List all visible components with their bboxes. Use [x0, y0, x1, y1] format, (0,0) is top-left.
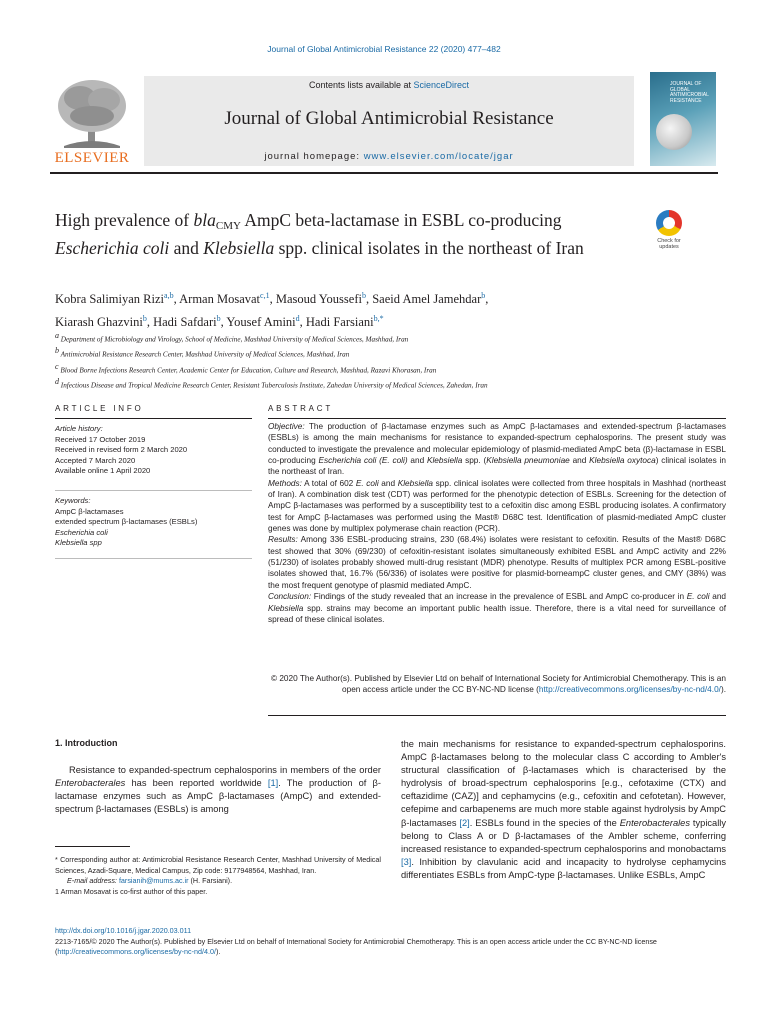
- reference-link[interactable]: [2]: [459, 817, 470, 828]
- issn-line: 2213-7165/© 2020 The Author(s). Published by Elsevier Ltd on behalf of International Society for Antimicrobial Chemotherapy. This is an open access article under the CC BY-NC-ND license (http://creativecommons.org/licenses/by-nc-nd/4.0/).: [55, 936, 657, 957]
- keyword: AmpC β-lactamases: [55, 506, 124, 516]
- footnotes: [55, 855, 381, 897]
- article-title: High prevalence of blaCMY AmpC beta-lactamase in ESBL co-producing Escherichia coli and Klebsiella spp. clinical isolates in the northeast of Iran: [55, 210, 584, 258]
- author[interactable]: Hadi Safdari$^b$: [153, 314, 221, 330]
- history-item: Available online 1 April 2020: [55, 466, 151, 475]
- divider: [55, 418, 252, 419]
- check-for-updates-label: Check for updates: [657, 238, 681, 250]
- article-history: Article history: Received 17 October 2019 Received in revised form 2 March 2020 Accepted 7 March 2020 Available online 1 April 2020: [55, 424, 255, 477]
- author[interactable]: Kobra Salimiyan Rizi$^{a,b}$: [55, 291, 174, 307]
- reference-link[interactable]: [1]: [267, 778, 279, 789]
- author[interactable]: Saeid Amel Jamehdar$^b$: [372, 291, 486, 307]
- divider: [55, 490, 252, 491]
- journal-cover-image: [650, 72, 716, 166]
- corresponding-author-note: * Corresponding author at: Antimicrobial Resistance Research Center, Mashhad University of Medical Sciences, Azadi-Square, Medical Campus, Zip code: 9177948564, Mashhad, Iran.: [55, 855, 381, 875]
- author[interactable]: Masoud Youssefi$^b$: [275, 291, 366, 307]
- license-link[interactable]: http://creativecommons.org/licenses/by-nc-nd/4.0/: [538, 685, 721, 695]
- elsevier-logo: [50, 76, 134, 164]
- abstract-text: [268, 421, 726, 625]
- divider: [268, 715, 726, 716]
- author-list: Kobra Salimiyan Rizi$^{a,b}$, Arman Mosavat$^{c,1}$, Masoud Youssefi$^b$, Saeid Amel Jamehdar$^b$, Kiarash Ghazvini$^b$, Hadi Safdari$^b$, Yousef Amini$^d$, Hadi Farsiani$^{b,*}$: [55, 291, 489, 330]
- abstract-conclusion: Conclusion: Findings of the study revealed that an increase in the prevalence of ESBL and AmpC co-producer in E. coli and Klebsiella spp. strains may become an important public health issue. Therefore, there is a vital need for surveillance of spread of these clinical isolates.: [268, 592, 726, 624]
- affiliation: $^c$ Blood Borne Infections Research Center, Academic Center for Education, Culture and Research, Mashhad, Razavi Khorasan, Iran: [55, 361, 437, 375]
- footnote-divider: [55, 846, 130, 847]
- keyword: Escherichia coli: [55, 527, 108, 537]
- email-note: E-mail address: farsianih@mums.ac.ir (H. Farsiani).: [67, 876, 233, 886]
- divider: [268, 418, 726, 419]
- abstract-heading: ABSTRACT: [268, 404, 334, 413]
- header-divider: [50, 172, 718, 174]
- affiliation: $^b$ Antimicrobial Resistance Research Center, Mashhad University of Medical Sciences, Mashhad, Iran: [55, 346, 350, 359]
- intro-paragraph-continued: the main mechanisms for resistance to expanded-spectrum cephalosporins. AmpC β-lactamases belong to the molecular class C according to Ambler's structural classification of β-lactamases which is characterised by the hydrolysis of broad-spectrum cephalosporins [e.g., cefotaxime (CTX) and ceftazidime (CAZ)] and cephamycins (e.g., cefoxitin and cefotetan). However, cefepime and carbapenems are much more stable against hydrolysis by AmpC β-lactamases [2]. ESBLs found in the species of the Enterobacterales typically belong to Class A or D β-lactamases of the Ambler scheme, conferring increased resistance to expanded-spectrum cephalosporins and monobactams [3]. Inhibition by clavulanic acid and incapacity to hydrolyse cephamycins differentiates ESBLs from AmpC-type β-lactamases. Unlike ESBLs, AmpC: [401, 739, 727, 880]
- first-author-note: 1 Arman Mosavat is co-first author of this paper.: [55, 886, 208, 896]
- keyword: Klebsiella spp: [55, 538, 102, 547]
- article-info-heading: ARTICLE INFO: [55, 404, 144, 413]
- history-item: Received in revised form 2 March 2020: [55, 445, 188, 454]
- cover-title: JOURNAL OF GLOBAL ANTIMICROBIAL RESISTANCE: [670, 81, 709, 104]
- keywords: Keywords: AmpC β-lactamases extended spectrum β-lactamases (ESBLs) Escherichia coli Klebsiella spp: [55, 496, 255, 549]
- doi-link[interactable]: http://dx.doi.org/10.1016/j.jgar.2020.03.011: [55, 926, 192, 935]
- abstract-objective: Objective: The production of β-lactamase enzymes such as AmpC β-lactamases and extended-spectrum β-lactamases (ESBLs) is among the main mechanisms for resistance to expanded-spectrum cephalosporins. The present study was conducted to investigate the prevalence and molecular epidemiology of plasmid-mediated AmpC beta (β)-lactamase in ESBL co-producing Escherichia coli (E. coli) and Klebsiella spp. (Klebsiella pneumoniae and Klebsiella oxytoca) clinical isolates in the northeast of Iran.: [268, 422, 726, 477]
- contents-line: Contents lists available at ScienceDirect: [308, 80, 470, 90]
- affiliation: $^a$ Department of Microbiology and Virology, School of Medicine, Mashhad University of Medical Sciences, Mashhad, Iran: [55, 331, 409, 344]
- license-link[interactable]: http://creativecommons.org/licenses/by-nc-nd/4.0/: [57, 947, 217, 957]
- affiliation: $^d$ Infectious Disease and Tropical Medicine Research Center, Resistant Tuberculosis Institute, Zahedan University of Medical Sciences, Zahedan, Iran: [55, 377, 488, 390]
- publisher-name: ELSEVIER: [54, 150, 130, 166]
- abstract-results: Results: Among 336 ESBL-producing strains, 230 (68.4%) isolates were resistant to cefoxitin. Results of the Mast® D68C test showed that 30% (69/230) of cefoxitin-resistant isolates simultaneously exhibited ESBL and AmpC activity and 22% (51/230) of isolates probably showed multi-drug resistant (MDR) phenotype. Results of multiplex PCR among ESBL-positive isolates showed that, 16.7% (56/336) of isolates were positive for plasmid-borneampC cluster genes, and CMY (38%) was the most frequent genotype of plasmid mediated AmpC.: [268, 535, 726, 590]
- keyword: extended spectrum β-lactamases (ESBLs): [55, 517, 198, 526]
- journal-reference[interactable]: Journal of Global Antimicrobial Resistance 22 (2020) 477–482: [267, 44, 501, 54]
- author[interactable]: Yousef Amini$^d$: [226, 314, 300, 330]
- reference-link[interactable]: [3]: [401, 856, 412, 867]
- page-footer: [55, 926, 730, 958]
- journal-title: Journal of Global Antimicrobial Resistance: [224, 108, 554, 129]
- author[interactable]: Hadi Farsiani$^{b,*}$: [305, 314, 384, 330]
- affiliations: [55, 330, 715, 392]
- sciencedirect-link[interactable]: ScienceDirect: [413, 80, 470, 90]
- history-item: Received 17 October 2019: [55, 434, 146, 444]
- check-for-updates-button[interactable]: [652, 210, 686, 258]
- author[interactable]: Arman Mosavat$^{c,1}$: [179, 291, 270, 307]
- abstract-methods: Methods: A total of 602 E. coli and Klebsiella spp. clinical isolates were collected from three hospitals in Mashhad (northeast of Iran). A combination disk test (CDT) was performed for the phenotypic detection of ESBLs. Screening for the detection of AmpC β-lactamases was performed by a susceptibility test to a cefoxitin disc among ESBL producing isolates. A confirmatory test for AmpC β-lactamases was performed using the Mast® D68C test. Identification of plasmid-mediated AmpC cluster genes was done by multiplex polymerase chain reaction (PCR).: [268, 478, 726, 534]
- homepage-line: journal homepage: www.elsevier.com/locate/jgar: [264, 151, 514, 162]
- divider: [55, 558, 252, 559]
- section-heading: 1. Introduction: [55, 738, 118, 748]
- crossmark-icon: [656, 210, 682, 236]
- author[interactable]: Kiarash Ghazvini$^b$: [55, 314, 147, 330]
- abstract-copyright: © 2020 The Author(s). Published by Elsevier Ltd on behalf of International Society for Antimicrobial Chemotherapy. This is an open access article under the CC BY-NC-ND license (http://creativecommons.org/licenses/by-nc-nd/4.0/).: [270, 674, 726, 695]
- email-link[interactable]: farsianih@mums.ac.ir: [118, 876, 189, 886]
- intro-paragraph: Resistance to expanded-spectrum cephalosporins in members of the order Enterobacterales has been reported worldwide [1]. The production of β-lactamase enzymes such as AmpC β-lactamases (AmpC) and extended-spectrum β-lactamases (ESBLs) is among: [55, 765, 381, 815]
- homepage-link[interactable]: www.elsevier.com/locate/jgar: [363, 151, 514, 162]
- globe-icon: [656, 114, 692, 150]
- history-item: Accepted 7 March 2020: [55, 455, 136, 465]
